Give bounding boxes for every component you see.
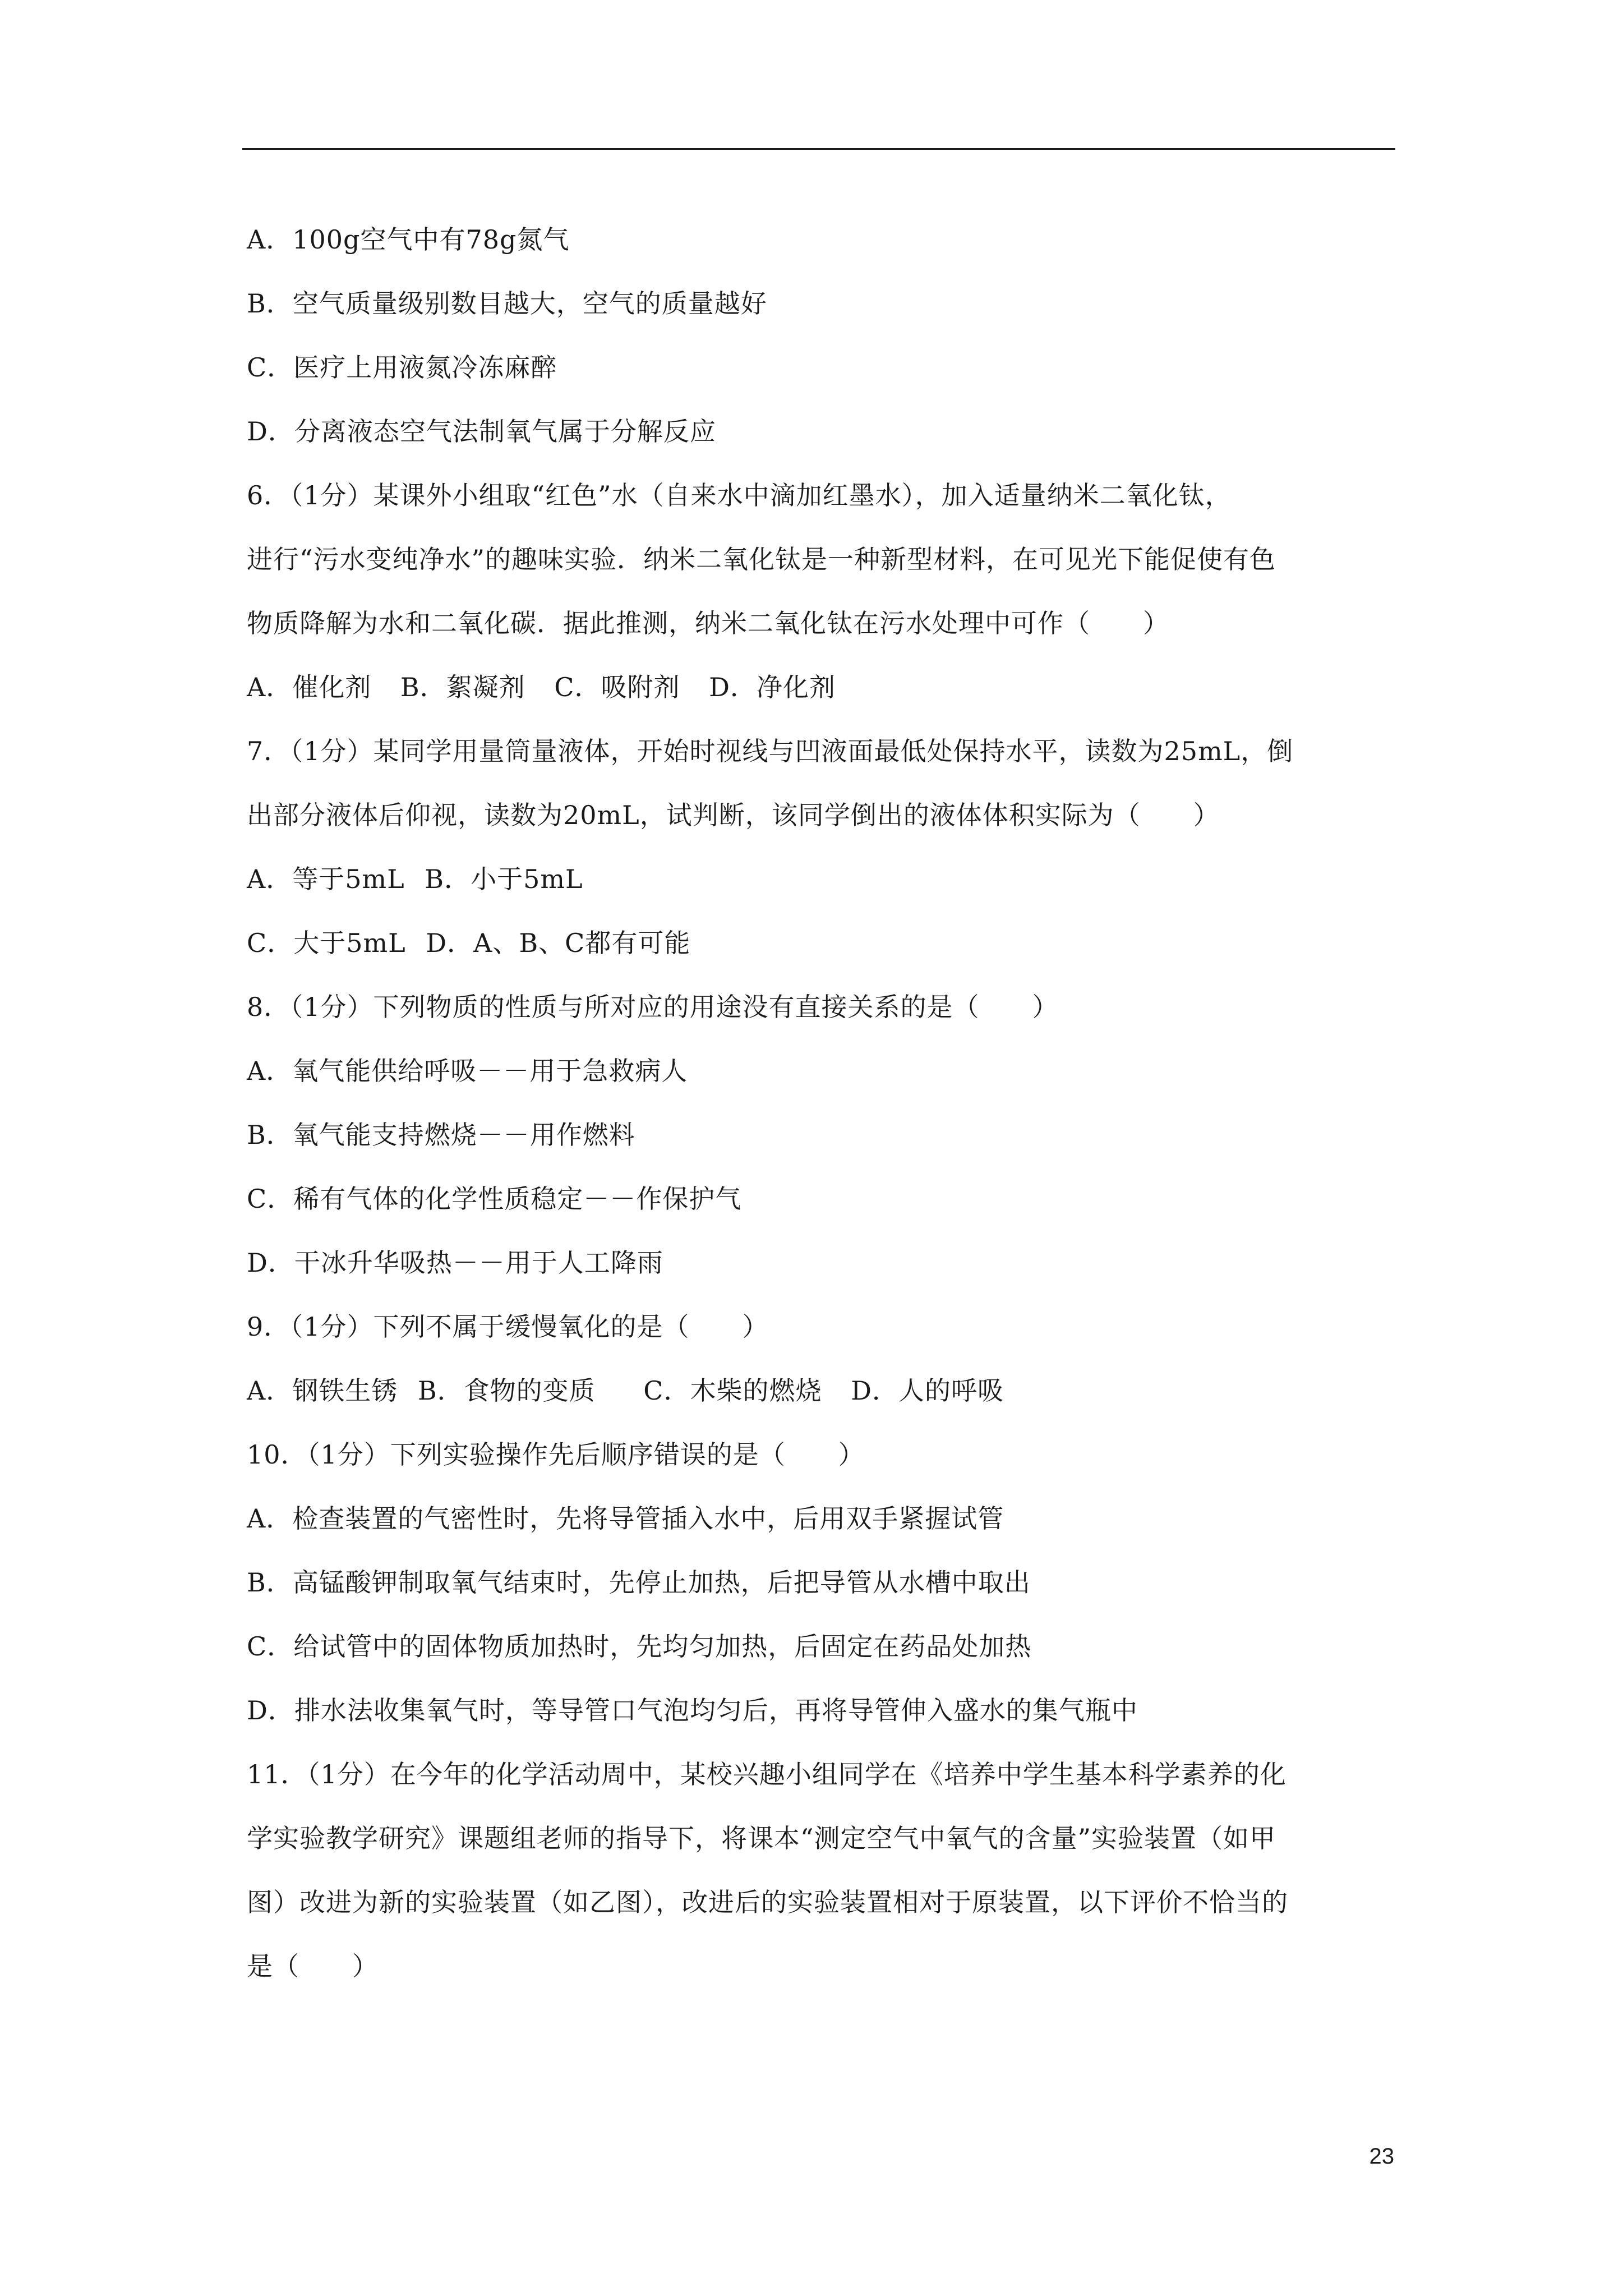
q9-options-row (247, 1359, 1391, 1423)
q7-option-b: B．小于5mL (425, 864, 583, 894)
q5-option-b: B．空气质量级别数目越大，空气的质量越好 (247, 288, 767, 319)
q10-option-b: B．高锰酸钾制取氧气结束时，先停止加热，后把导管从水槽中取出 (247, 1567, 1031, 1598)
q6-stem-line-1: 6．（1分）某课外小组取“红色”水（自来水中滴加红墨水），加入适量纳米二氧化钛， (247, 480, 1232, 510)
q7-options-row-1 (247, 847, 1391, 911)
q9-option-c: C．木柴的燃烧 (643, 1375, 822, 1406)
q8-option-a: A．氧气能供给呼吸－－用于急救病人 (247, 1056, 688, 1086)
q7-option-c: C．大于5mL (247, 928, 406, 958)
q6-option-d: D．净化剂 (709, 672, 836, 702)
q6-option-a: A．催化剂 (247, 672, 372, 702)
q9-option-b: B．食物的变质 (417, 1375, 596, 1406)
q10-stem: 10．（1分）下列实验操作先后顺序错误的是（ ） (247, 1439, 865, 1470)
q10-option-d: D．排水法收集氧气时，等导管口气泡均匀后，再将导管伸入盛水的集气瓶中 (247, 1695, 1138, 1726)
q7-stem-line-2: 出部分液体后仰视，读数为20mL，试判断，该同学倒出的液体体积实际为（ ） (247, 800, 1220, 830)
q6-options-row (247, 655, 1391, 719)
q6-option-c: C．吸附剂 (554, 672, 680, 702)
questions-content (247, 208, 1391, 1998)
q11-stem-line-2: 学实验教学研究》课题组老师的指导下，将课本“测定空气中氧气的含量”实验装置（如甲 (247, 1823, 1276, 1853)
q8-option-b: B．氧气能支持燃烧－－用作燃料 (247, 1120, 635, 1150)
q11-stem-line-1: 11．（1分）在今年的化学活动周中，某校兴趣小组同学在《培养中学生基本科学素养的化 (247, 1759, 1287, 1789)
header-rule (242, 148, 1395, 150)
q8-option-c: C．稀有气体的化学性质稳定－－作保护气 (247, 1184, 742, 1214)
q6-stem-line-2: 进行“污水变纯净水”的趣味实验．纳米二氧化钛是一种新型材料，在可见光下能促使有色 (247, 544, 1276, 574)
q8-option-d: D．干冰升华吸热－－用于人工降雨 (247, 1248, 663, 1278)
q7-option-d: D．A、B、C都有可能 (426, 928, 691, 958)
q7-stem-line-1: 7．（1分）某同学用量筒量液体，开始时视线与凹液面最低处保持水平，读数为25mL，倒 (247, 736, 1294, 766)
q5-option-d: D．分离液态空气法制氧气属于分解反应 (247, 416, 716, 447)
q9-option-a: A．钢铁生锈 (247, 1375, 398, 1406)
q5-option-a: A．100g空气中有78g氮气 (247, 224, 570, 255)
q6-option-b: B．絮凝剂 (400, 672, 525, 702)
q10-option-c: C．给试管中的固体物质加热时，先均匀加热，后固定在药品处加热 (247, 1631, 1032, 1662)
q5-option-c: C．医疗上用液氮冷冻麻醉 (247, 352, 557, 383)
q9-stem: 9．（1分）下列不属于缓慢氧化的是（ ） (247, 1312, 769, 1342)
q8-stem: 8．（1分）下列物质的性质与所对应的用途没有直接关系的是（ ） (247, 992, 1059, 1022)
page-number: 23 (1369, 2144, 1394, 2169)
q10-option-a: A．检查装置的气密性时，先将导管插入水中，后用双手紧握试管 (247, 1503, 1004, 1534)
q6-stem-line-3: 物质降解为水和二氧化碳．据此推测，纳米二氧化钛在污水处理中可作（ ） (247, 608, 1169, 638)
q7-option-a: A．等于5mL (247, 864, 405, 894)
q9-option-d: D．人的呼吸 (851, 1375, 1004, 1406)
q11-stem-line-4: 是（ ） (247, 1951, 379, 1981)
q11-stem-line-3: 图）改进为新的实验装置（如乙图），改进后的实验装置相对于原装置，以下评价不恰当的 (247, 1887, 1288, 1917)
q7-options-row-2 (247, 911, 1391, 975)
